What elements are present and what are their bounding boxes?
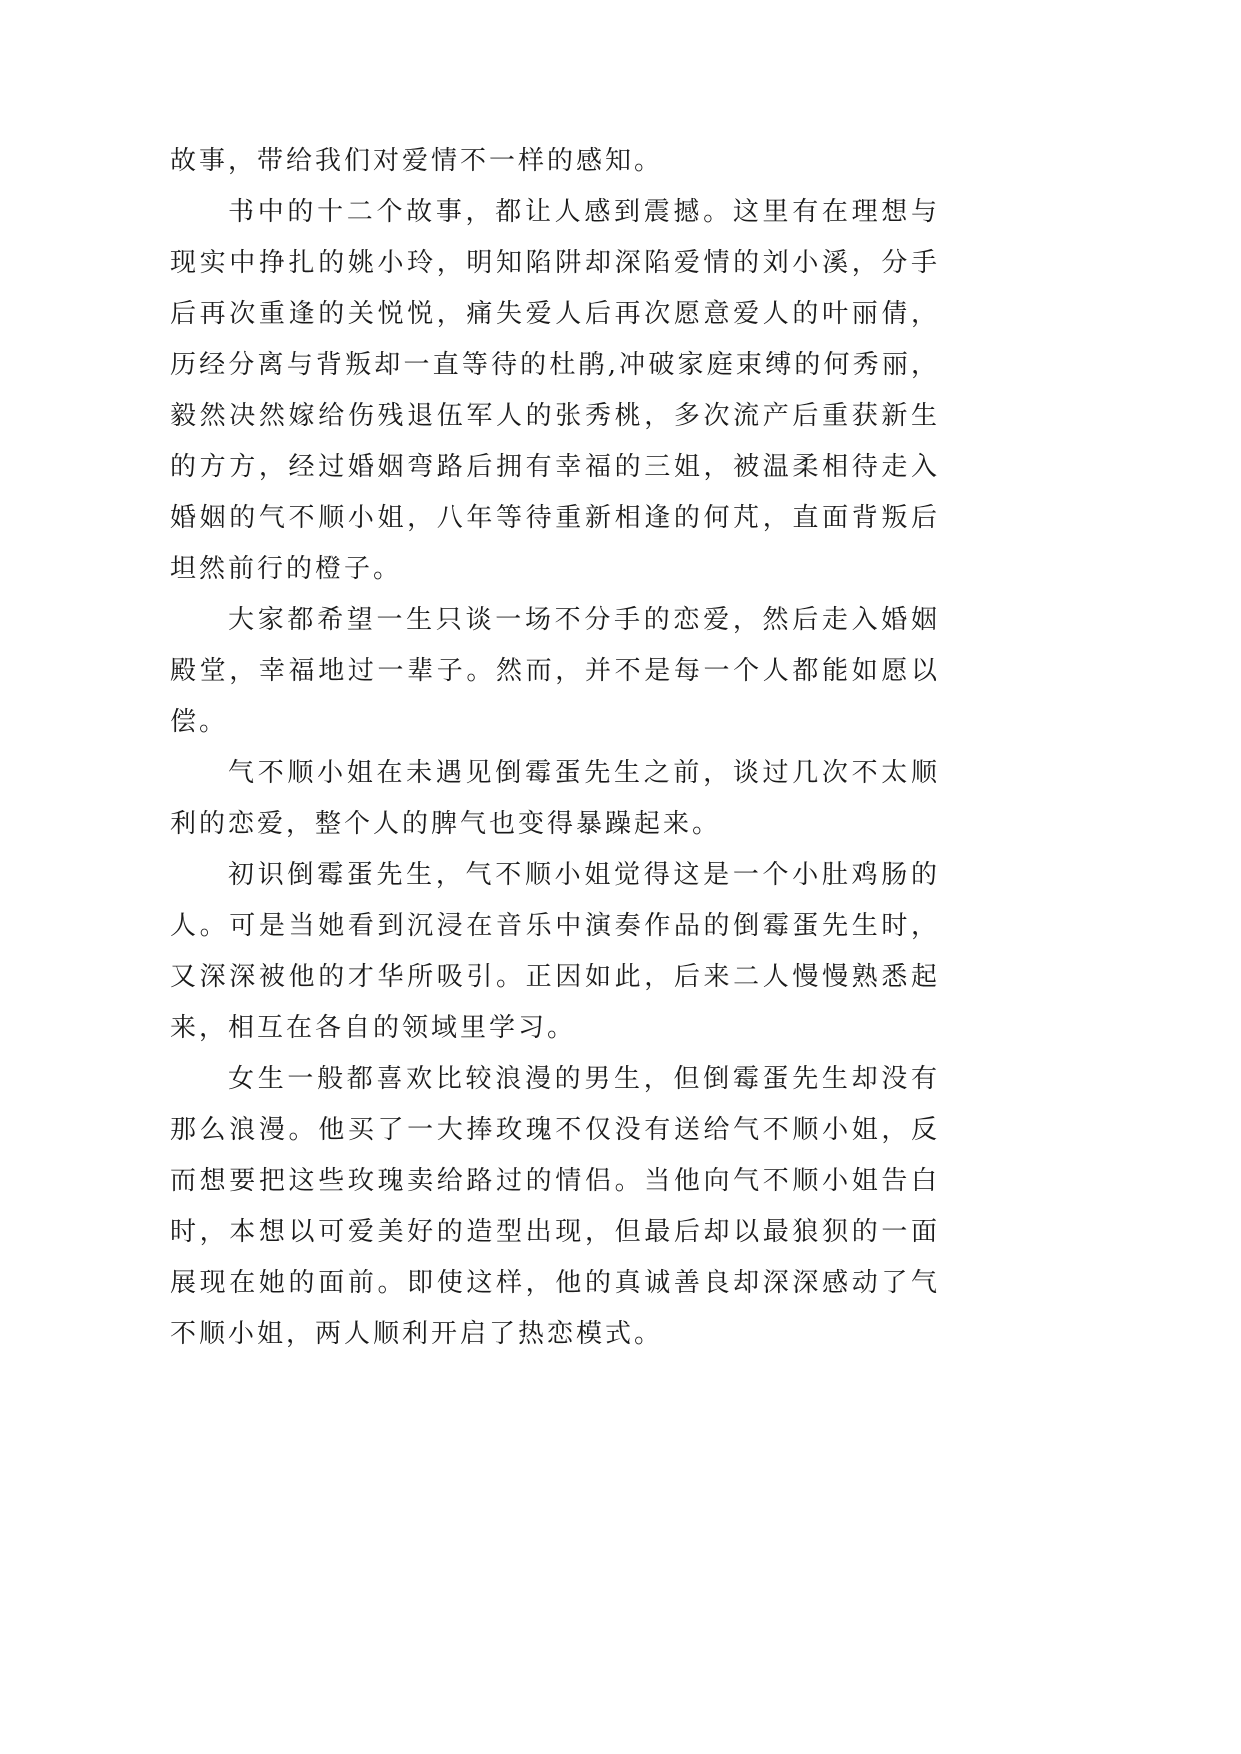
paragraph: 大家都希望一生只谈一场不分手的恋爱，然后走入婚姻殿堂，幸福地过一辈子。然而，并不是每一个人都能如愿以偿。 — [170, 605, 940, 737]
paragraph: 书中的十二个故事，都让人感到震撼。这里有在理想与现实中挣扎的姚小玲，明知陷阱却深陷爱情的刘小溪，分手后再次重逢的关悦悦，痛失爱人后再次愿意爱人的叶丽倩，历经分离与背叛却一直等待的杜鹃,冲破家庭束缚的何秀丽，毅然决然嫁给伤残退伍军人的张秀桃，多次流产后重获新生的方方，经过婚姻弯路后拥有幸福的三姐，被温柔相待走入婚姻的气不顺小姐，八年等待重新相逢的何芃，直面背叛后坦然前行的橙子。 — [170, 197, 940, 584]
document-body — [170, 136, 940, 1360]
paragraph: 气不顺小姐在未遇见倒霉蛋先生之前，谈过几次不太顺利的恋爱，整个人的脾气也变得暴躁起来。 — [170, 758, 940, 839]
paragraph-continued: 故事，带给我们对爱情不一样的感知。 — [170, 146, 664, 176]
paragraph: 女生一般都喜欢比较浪漫的男生，但倒霉蛋先生却没有那么浪漫。他买了一大捧玫瑰不仅没有送给气不顺小姐，反而想要把这些玫瑰卖给路过的情侣。当他向气不顺小姐告白时，本想以可爱美好的造型出现，但最后却以最狼狈的一面展现在她的面前。即使这样，他的真诚善良却深深感动了气不顺小姐，两人顺利开启了热恋模式。 — [170, 1064, 940, 1349]
paragraph: 初识倒霉蛋先生，气不顺小姐觉得这是一个小肚鸡肠的人。可是当她看到沉浸在音乐中演奏作品的倒霉蛋先生时，又深深被他的才华所吸引。正因如此，后来二人慢慢熟悉起来，相互在各自的领域里学习。 — [170, 860, 940, 1043]
